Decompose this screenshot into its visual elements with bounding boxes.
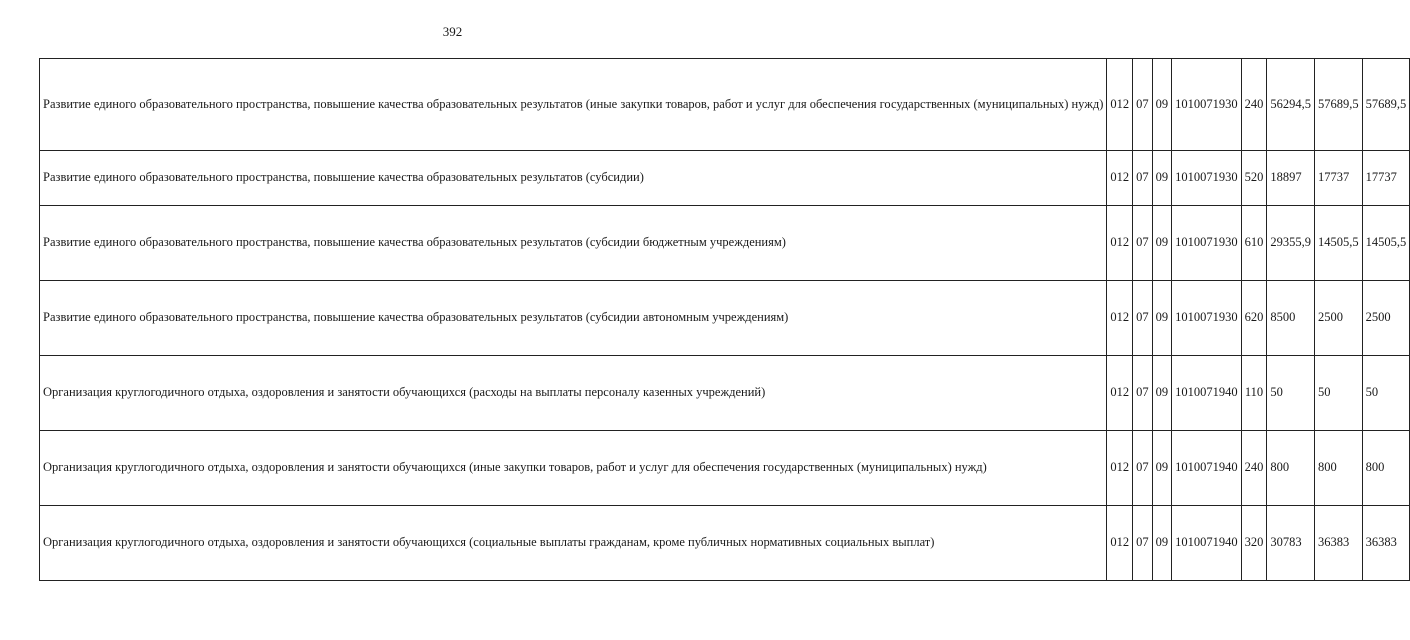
expense-name-cell: Организация круглогодичного отдыха, оздоровления и занятости обучающихся (социальные выплаты гражданам, кроме публичных нормативных социальных выплат) bbox=[40, 506, 1107, 581]
subsection-code-cell: 09 bbox=[1152, 59, 1172, 151]
table-row bbox=[40, 151, 1410, 206]
amount-year-2-cell: 50 bbox=[1315, 356, 1363, 431]
amount-year-3-cell: 2500 bbox=[1362, 281, 1410, 356]
table-row bbox=[40, 59, 1410, 151]
ministry-code-cell: 012 bbox=[1107, 281, 1133, 356]
amount-year-1-cell: 29355,9 bbox=[1267, 206, 1315, 281]
target-article-cell: 1010071940 bbox=[1172, 506, 1242, 581]
ministry-code-cell: 012 bbox=[1107, 356, 1133, 431]
amount-year-2-cell: 800 bbox=[1315, 431, 1363, 506]
table-row bbox=[40, 431, 1410, 506]
amount-year-1-cell: 56294,5 bbox=[1267, 59, 1315, 151]
amount-year-1-cell: 30783 bbox=[1267, 506, 1315, 581]
section-code-cell: 07 bbox=[1133, 281, 1153, 356]
expense-name-cell: Развитие единого образовательного пространства, повышение качества образовательных результатов (иные закупки товаров, работ и услуг для обеспечения государственных (муниципальных) нужд) bbox=[40, 59, 1107, 151]
amount-year-2-cell: 57689,5 bbox=[1315, 59, 1363, 151]
amount-year-2-cell: 14505,5 bbox=[1315, 206, 1363, 281]
section-code-cell: 07 bbox=[1133, 206, 1153, 281]
table-body bbox=[40, 59, 1410, 581]
expense-type-cell: 620 bbox=[1241, 281, 1267, 356]
ministry-code-cell: 012 bbox=[1107, 206, 1133, 281]
subsection-code-cell: 09 bbox=[1152, 281, 1172, 356]
target-article-cell: 1010071930 bbox=[1172, 281, 1242, 356]
subsection-code-cell: 09 bbox=[1152, 206, 1172, 281]
amount-year-3-cell: 14505,5 bbox=[1362, 206, 1410, 281]
expense-type-cell: 320 bbox=[1241, 506, 1267, 581]
table-row bbox=[40, 206, 1410, 281]
amount-year-3-cell: 57689,5 bbox=[1362, 59, 1410, 151]
amount-year-1-cell: 18897 bbox=[1267, 151, 1315, 206]
budget-table bbox=[39, 58, 1410, 581]
subsection-code-cell: 09 bbox=[1152, 431, 1172, 506]
expense-name-cell: Развитие единого образовательного пространства, повышение качества образовательных результатов (субсидии) bbox=[40, 151, 1107, 206]
target-article-cell: 1010071930 bbox=[1172, 59, 1242, 151]
ministry-code-cell: 012 bbox=[1107, 506, 1133, 581]
section-code-cell: 07 bbox=[1133, 59, 1153, 151]
amount-year-1-cell: 50 bbox=[1267, 356, 1315, 431]
amount-year-3-cell: 17737 bbox=[1362, 151, 1410, 206]
target-article-cell: 1010071930 bbox=[1172, 206, 1242, 281]
amount-year-2-cell: 17737 bbox=[1315, 151, 1363, 206]
amount-year-2-cell: 2500 bbox=[1315, 281, 1363, 356]
expense-name-cell: Организация круглогодичного отдыха, оздоровления и занятости обучающихся (иные закупки товаров, работ и услуг для обеспечения государственных (муниципальных) нужд) bbox=[40, 431, 1107, 506]
section-code-cell: 07 bbox=[1133, 506, 1153, 581]
ministry-code-cell: 012 bbox=[1107, 151, 1133, 206]
section-code-cell: 07 bbox=[1133, 356, 1153, 431]
target-article-cell: 1010071940 bbox=[1172, 431, 1242, 506]
ministry-code-cell: 012 bbox=[1107, 431, 1133, 506]
table-row bbox=[40, 281, 1410, 356]
amount-year-3-cell: 36383 bbox=[1362, 506, 1410, 581]
expense-type-cell: 240 bbox=[1241, 59, 1267, 151]
table-row bbox=[40, 506, 1410, 581]
amount-year-1-cell: 8500 bbox=[1267, 281, 1315, 356]
target-article-cell: 1010071930 bbox=[1172, 151, 1242, 206]
page-number: 392 bbox=[442, 24, 463, 39]
expense-name-cell: Организация круглогодичного отдыха, оздоровления и занятости обучающихся (расходы на выплаты персоналу казенных учреждений) bbox=[40, 356, 1107, 431]
subsection-code-cell: 09 bbox=[1152, 356, 1172, 431]
ministry-code-cell: 012 bbox=[1107, 59, 1133, 151]
expense-type-cell: 610 bbox=[1241, 206, 1267, 281]
subsection-code-cell: 09 bbox=[1152, 151, 1172, 206]
amount-year-2-cell: 36383 bbox=[1315, 506, 1363, 581]
expense-name-cell: Развитие единого образовательного пространства, повышение качества образовательных результатов (субсидии автономным учреждениям) bbox=[40, 281, 1107, 356]
expense-type-cell: 520 bbox=[1241, 151, 1267, 206]
target-article-cell: 1010071940 bbox=[1172, 356, 1242, 431]
section-code-cell: 07 bbox=[1133, 151, 1153, 206]
amount-year-1-cell: 800 bbox=[1267, 431, 1315, 506]
amount-year-3-cell: 50 bbox=[1362, 356, 1410, 431]
expense-type-cell: 240 bbox=[1241, 431, 1267, 506]
subsection-code-cell: 09 bbox=[1152, 506, 1172, 581]
expense-type-cell: 110 bbox=[1241, 356, 1267, 431]
amount-year-3-cell: 800 bbox=[1362, 431, 1410, 506]
expense-name-cell: Развитие единого образовательного пространства, повышение качества образовательных результатов (субсидии бюджетным учреждениям) bbox=[40, 206, 1107, 281]
section-code-cell: 07 bbox=[1133, 431, 1153, 506]
table-row bbox=[40, 356, 1410, 431]
